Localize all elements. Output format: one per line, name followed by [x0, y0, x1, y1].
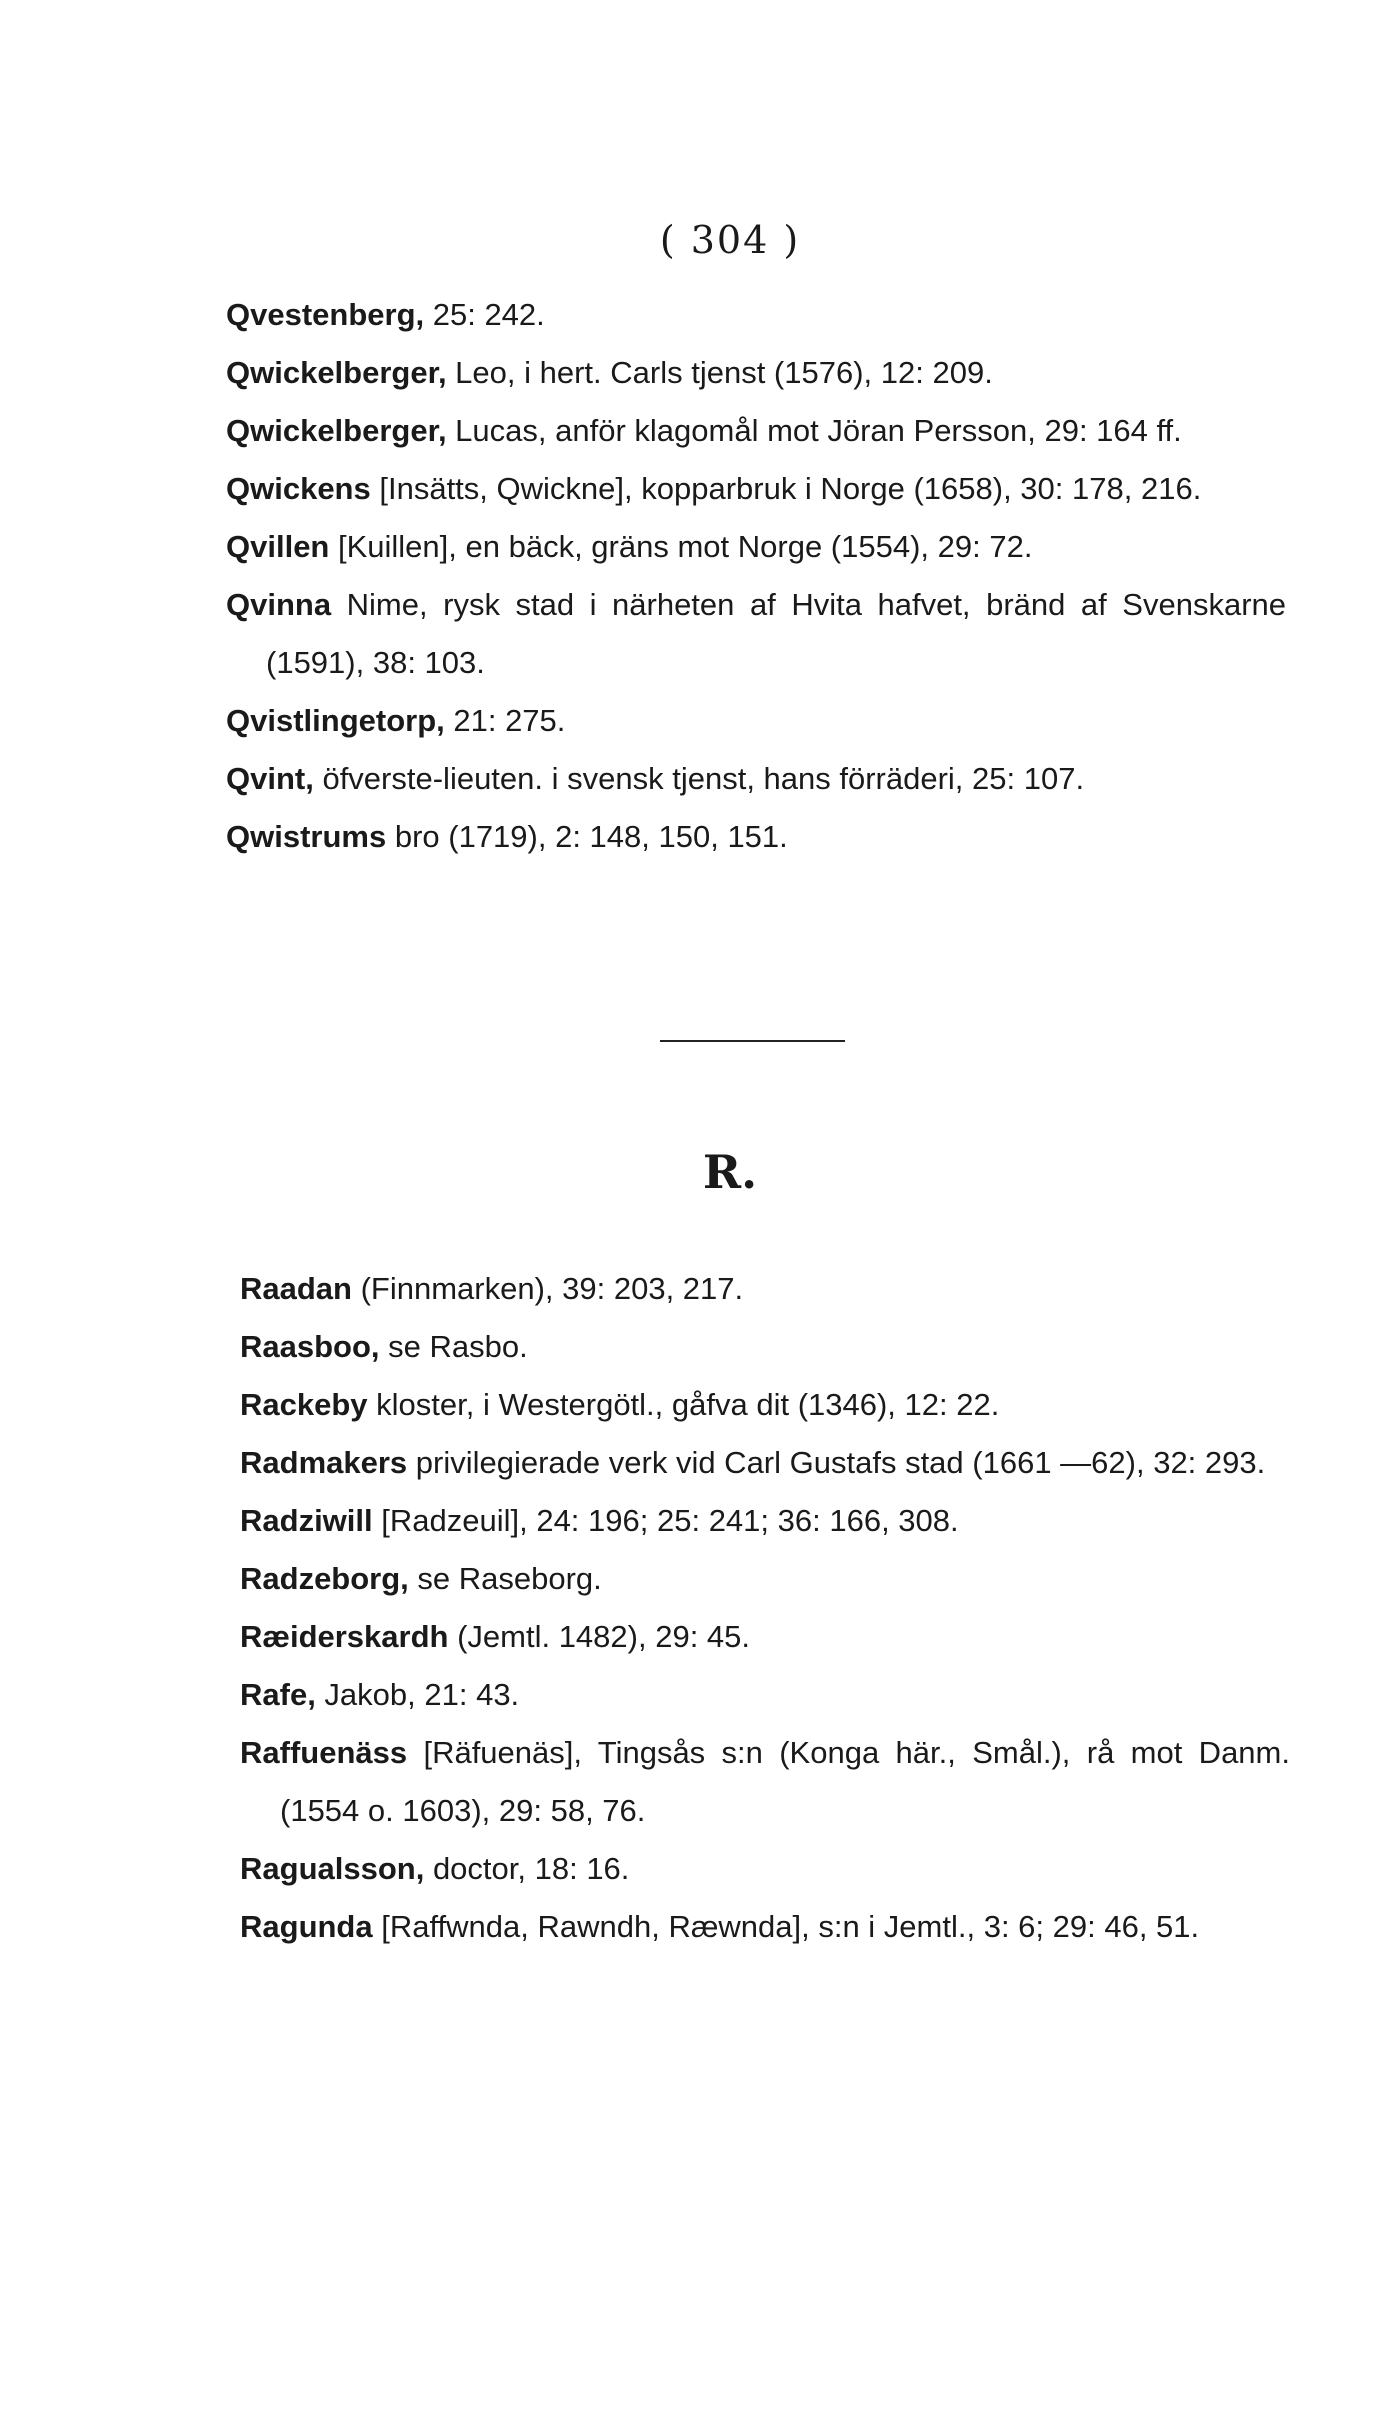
entry-reference: kloster, i Westergötl., gåfva dit (1346), 12: 22. — [367, 1387, 1000, 1422]
entry-reference: [Radzeuil], 24: 196; 25: 241; 36: 166, 308. — [372, 1503, 959, 1538]
entry-reference: öfverste-lieuten. i svensk tjenst, hans förräderi, 25: 107. — [313, 761, 1085, 796]
index-entry — [226, 344, 1286, 402]
entry-reference: [Insätts, Qwickne], kopparbruk i Norge (1658), 30: 178, 216. — [370, 471, 1202, 506]
entry-heading: Rackeby — [240, 1387, 368, 1422]
index-section-r — [240, 1260, 1290, 1956]
index-entry — [240, 1550, 1290, 1608]
entry-heading: Ragunda — [240, 1909, 373, 1944]
entry-reference: (Finnmarken), 39: 203, 217. — [351, 1271, 744, 1306]
index-entry — [226, 576, 1286, 692]
entry-heading: Radziwill — [240, 1503, 373, 1538]
entry-heading: Qvint, — [226, 761, 314, 796]
entry-heading: Qvestenberg, — [226, 297, 425, 332]
entry-heading: Qvistlingetorp, — [226, 703, 445, 738]
index-entry — [240, 1260, 1290, 1318]
entry-reference: (Jemtl. 1482), 29: 45. — [448, 1619, 751, 1654]
entry-heading: Raffuenäss — [240, 1735, 408, 1770]
entry-heading: Qwickelberger, — [226, 413, 447, 448]
entry-heading: Raadan — [240, 1271, 352, 1306]
entry-heading: Radmakers — [240, 1445, 408, 1480]
index-entry — [226, 286, 1286, 344]
page-number: ( 304 ) — [659, 218, 801, 262]
entry-reference: 21: 275. — [444, 703, 566, 738]
index-entry — [226, 808, 1286, 866]
entry-heading: Qwickelberger, — [226, 355, 447, 390]
index-entry — [240, 1724, 1290, 1840]
index-entry — [240, 1492, 1290, 1550]
entry-reference: Lucas, anför klagomål mot Jöran Persson, 29: 164 ff. — [446, 413, 1182, 448]
index-entry — [226, 750, 1286, 808]
index-entry — [240, 1666, 1290, 1724]
entry-reference: doctor, 18: 16. — [424, 1851, 630, 1886]
entry-reference: Leo, i hert. Carls tjenst (1576), 12: 209. — [446, 355, 993, 390]
entry-reference: se Raseborg. — [408, 1561, 602, 1596]
entry-heading: Qvinna — [226, 587, 332, 622]
entry-reference: [Raffwnda, Rawndh, Ræwnda], s:n i Jemtl., 3: 6; 29: 46, 51. — [372, 1909, 1200, 1944]
entry-heading: Rafe, — [240, 1677, 316, 1712]
index-entry — [240, 1840, 1290, 1898]
section-divider — [660, 1040, 845, 1042]
entry-heading: Ræiderskardh — [240, 1619, 449, 1654]
entry-reference: se Rasbo. — [379, 1329, 528, 1364]
entry-reference: privilegierade verk vid Carl Gustafs stad (1661 —62), 32: 293. — [407, 1445, 1266, 1480]
index-entry — [240, 1376, 1290, 1434]
index-entry — [226, 692, 1286, 750]
index-entry — [226, 402, 1286, 460]
index-entry — [240, 1898, 1290, 1956]
entry-heading: Radzeborg, — [240, 1561, 409, 1596]
entry-heading: Qwickens — [226, 471, 371, 506]
section-letter-heading: R. — [702, 1145, 758, 1199]
entry-reference: bro (1719), 2: 148, 150, 151. — [386, 819, 788, 854]
index-entry — [240, 1318, 1290, 1376]
entry-reference: Nime, rysk stad i närheten af Hvita hafvet, bränd af Svenskarne (1591), 38: 103. — [266, 587, 1286, 680]
entry-heading: Raasboo, — [240, 1329, 380, 1364]
entry-heading: Ragualsson, — [240, 1851, 425, 1886]
index-entry — [226, 460, 1286, 518]
index-entry — [226, 518, 1286, 576]
index-entry — [240, 1434, 1290, 1492]
entry-heading: Qvillen — [226, 529, 330, 564]
entry-reference: [Kuillen], en bäck, gräns mot Norge (1554), 29: 72. — [329, 529, 1033, 564]
index-section-q — [226, 286, 1286, 866]
entry-heading: Qwistrums — [226, 819, 387, 854]
entry-reference: [Räfuenäs], Tingsås s:n (Konga här., Smål.), rå mot Danm. (1554 o. 1603), 29: 58, 76. — [280, 1735, 1290, 1828]
entry-reference: 25: 242. — [424, 297, 545, 332]
entry-reference: Jakob, 21: 43. — [315, 1677, 520, 1712]
index-entry — [240, 1608, 1290, 1666]
